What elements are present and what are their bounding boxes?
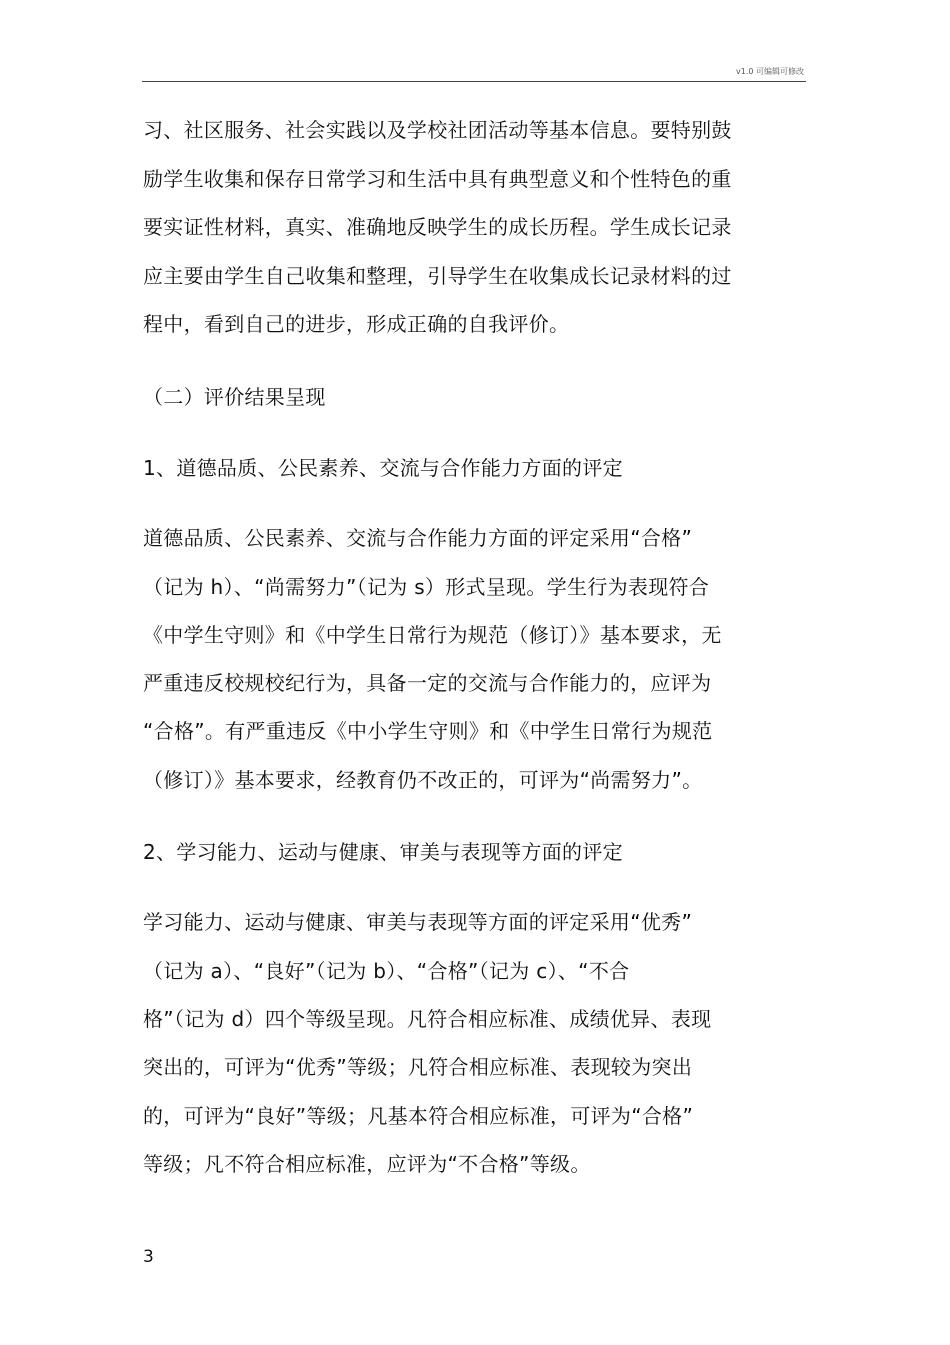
subsection-heading: 2、学习能力、运动与健康、审美与表现等方面的评定	[143, 840, 623, 864]
text-line: 的，可评为“良好”等级；凡基本符合相应标准，可评为“合格”	[143, 1104, 694, 1128]
page-number: 3	[143, 1247, 154, 1267]
text-line: 道德品质、公民素养、交流与合作能力方面的评定采用“合格”	[143, 526, 693, 550]
text-line: 习、社区服务、社会实践以及学校社团活动等基本信息。要特别鼓	[143, 118, 732, 142]
text-line: （记为 h）、“尚需努力”（记为 s）形式呈现。学生行为表现符合	[143, 575, 710, 599]
text-line: 应主要由学生自己收集和整理，引导学生在收集成长记录材料的过	[143, 264, 732, 288]
header-divider	[142, 81, 806, 82]
text-line: 等级；凡不符合相应标准，应评为“不合格”等级。	[143, 1152, 591, 1176]
text-line: 格”（记为 d）四个等级呈现。凡符合相应标准、成绩优异、表现	[143, 1007, 712, 1031]
section-heading: （二）评价结果呈现	[143, 385, 326, 409]
text-line: 突出的，可评为“优秀”等级；凡符合相应标准、表现较为突出	[143, 1055, 693, 1079]
header-version-label: v1.0 可编辑可修改	[736, 67, 804, 76]
text-line: 要实证性材料，真实、准确地反映学生的成长历程。学生成长记录	[143, 215, 732, 239]
text-line: 《中学生守则》和《中学生日常行为规范（修订）》基本要求，无	[143, 623, 722, 647]
text-line: （修订）》基本要求，经教育仍不改正的，可评为“尚需努力”。	[143, 768, 703, 792]
text-line: （记为 a）、“良好”（记为 b）、“合格”（记为 c）、“不合	[143, 959, 630, 983]
text-line: 程中，看到自己的进步，形成正确的自我评价。	[143, 312, 570, 336]
subsection-heading: 1、道德品质、公民素养、交流与合作能力方面的评定	[143, 456, 623, 480]
text-line: “合格”。有严重违反《中小学生守则》和《中学生日常行为规范	[143, 719, 713, 743]
text-line: 严重违反校规校纪行为，具备一定的交流与合作能力的，应评为	[143, 671, 712, 695]
text-line: 励学生收集和保存日常学习和生活中具有典型意义和个性特色的重	[143, 167, 732, 191]
text-line: 学习能力、运动与健康、审美与表现等方面的评定采用“优秀”	[143, 910, 693, 934]
